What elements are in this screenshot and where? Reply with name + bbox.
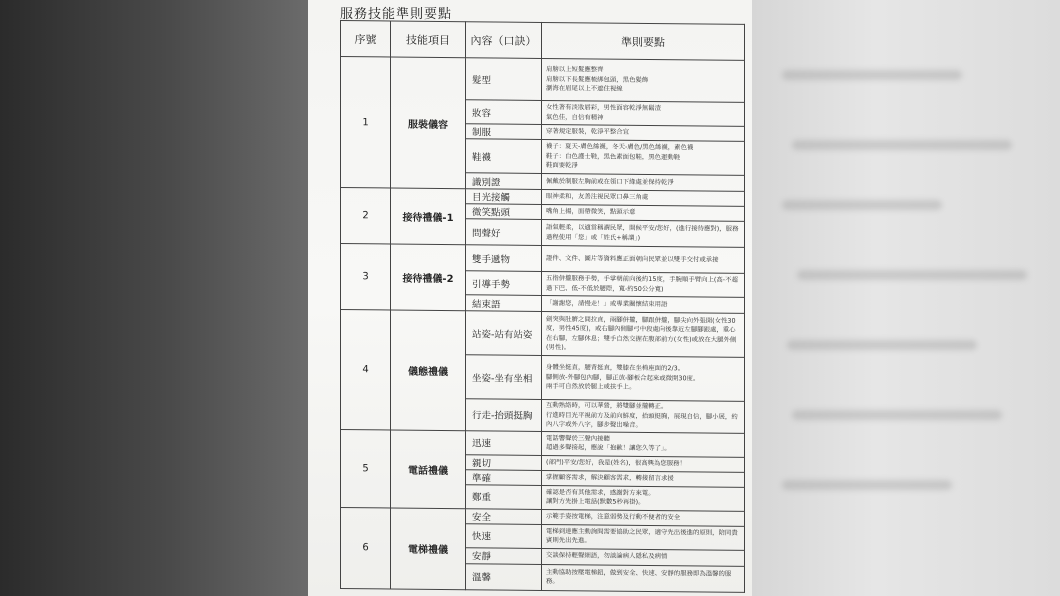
guideline-cell: 確認是否有其他需求，感謝對方來電。 讓對方先掛上電話(默數5秒再掛)。: [542, 485, 745, 511]
guideline-cell: 眼神柔和，友善注視民眾口鼻三角處: [542, 189, 745, 206]
guideline-cell: 肩膀以上短髮應整齊 肩膀以下長髮應梳綁包頭，黑色髮飾 瀏海在眉尾以上不遮住視線: [542, 58, 745, 102]
content-cell: 微笑點頭: [466, 204, 542, 220]
table-row: [341, 244, 745, 274]
document-title: 服務技能準則要點: [340, 7, 453, 22]
guideline-cell: 主動協助按壓電梯鈕，做到安全、快速、安靜的服務即為溫馨的服務。: [542, 564, 745, 592]
content-cell: 準確: [466, 469, 542, 485]
guideline-cell: 佩戴於制服左胸前或在領口下緣處並保持乾淨: [542, 173, 745, 191]
guideline-cell: 語氣輕柔，以適當稱謂民眾，開候平安/您好，(進行接待應對)，服務過程使用「您」或「姓氏+稱謂」): [542, 219, 745, 247]
content-cell: 溫馨: [466, 563, 542, 590]
content-cell: 制服: [466, 124, 542, 140]
background-left-blur: [0, 0, 308, 596]
guideline-cell: 證件、文件、圖片等資料應正面朝向民眾並以雙手交付或承接: [542, 245, 745, 273]
guideline-cell: 「謝謝您，請慢走！」或專業關懷結束用語: [542, 295, 745, 313]
guideline-cell: 電梯到達應主動詢問需要協助之民眾，適守先出後進的原則，陪同貴賓則先出先進。: [542, 524, 745, 550]
table-row: [341, 310, 745, 358]
guideline-cell: 劍突與肚臍之間拉直，兩腳併攏，腳跟併攏，腳尖向外張開(女性30度，男性45度)，或右腳內側腳弓中段處向後靠近左腳腳跟處，重心在右腳，左腳休息；雙手自然交握在腹部前方(女性)或放在大腿外側(男性)。: [542, 311, 745, 357]
content-cell: 快速: [466, 523, 542, 548]
section-number: 5: [341, 429, 391, 507]
guideline-cell: 五指併攏服務手勢，手掌朝前向後約15度，手腕順手臂向上(高-不超過下巴、低-不低於腰際，寬-約50公分寬): [542, 271, 745, 297]
content-cell: 鄭重: [466, 484, 542, 509]
guideline-cell: 電話響聲於三聲內接聽 超過多聲接起，應說「抱歉！讓您久等了」。: [542, 431, 745, 457]
section-number: 3: [341, 244, 391, 310]
section-number: 2: [341, 188, 391, 244]
guideline-cell: 嘴角上揚，面帶微笑，點頭示意: [542, 204, 745, 221]
content-cell: 安靜: [466, 547, 542, 564]
header-seq: 序號: [341, 21, 391, 57]
content-cell: 迅速: [466, 430, 542, 455]
table-row: [341, 57, 745, 103]
rules-table: [340, 20, 745, 592]
guideline-cell: (部門)平安/您好，我是(姓名)，很高興為您服務！: [542, 455, 745, 472]
skill-name: 儀態禮儀: [391, 310, 466, 430]
document-paper: [308, 0, 752, 596]
content-cell: 問聲好: [466, 219, 542, 246]
guideline-cell: 掌握顧客需求，解決顧客需求，轉接留言求援: [542, 470, 745, 487]
content-cell: 行走-抬頭挺胸: [466, 399, 542, 431]
skill-name: 服裝儀容: [391, 57, 466, 189]
content-cell: 雙手遞物: [466, 245, 542, 272]
content-cell: 目光接觸: [466, 189, 542, 205]
table-header-row: [341, 21, 745, 61]
skill-name: 接待禮儀-1: [391, 188, 466, 245]
header-point: 準則要點: [542, 22, 745, 60]
content-cell: 妝容: [466, 100, 542, 125]
guideline-cell: 女性著有淡妝唇彩，男性面容乾淨無鬍渣 氣色佳，自信有精神: [542, 100, 745, 126]
skill-name: 電梯禮儀: [391, 507, 466, 589]
guideline-cell: 互動熟絡時，可以華營，將雙腳並攏轉正。 行進時目光平視前方及前向鮮度，抬頭挺胸，展現自信，腳小展，約內八字或外八字，腳步聲出噪音。: [542, 399, 745, 432]
section-number: 4: [341, 310, 391, 430]
content-cell: 結束語: [466, 295, 542, 312]
content-cell: 親切: [466, 454, 542, 470]
skill-name: 接待禮儀-2: [391, 244, 466, 311]
section-number: 6: [341, 507, 391, 588]
header-skill: 技能項目: [391, 21, 466, 58]
content-cell: 髮型: [466, 58, 542, 101]
content-cell: 識別證: [466, 173, 542, 190]
content-cell: 鞋襪: [466, 139, 542, 174]
rules-table-container: [340, 20, 744, 586]
background-right-blur: [752, 0, 1060, 596]
guideline-cell: 穿著規定服裝，乾淨平整合宜: [542, 124, 745, 141]
table-row: [341, 429, 745, 457]
content-cell: 站姿-站有站姿: [466, 311, 542, 356]
header-content: 內容（口訣）: [466, 22, 542, 59]
guideline-cell: 襪子：夏天-膚色絲襪，冬天-膚色/黑色絲襪，素色襪 鞋子：白色護士鞋，黑色素面包鞋，黑色運動鞋 鞋面要乾淨: [542, 139, 745, 175]
guideline-cell: 示範手姿按電梯，注意弱勢及行動不便者的安全: [542, 509, 745, 526]
content-cell: 引導手勢: [466, 271, 542, 296]
section-number: 1: [341, 57, 391, 188]
guideline-cell: 交談保持輕聲細語，勿談論病人隱私及病情: [542, 548, 745, 566]
skill-name: 電話禮儀: [391, 429, 466, 508]
guideline-cell: 身體坐挺直，腰背挺直，雙膝在坐椅座面的2/3。 腳側放-外腳包內腳，腳正放-腳板合起來或微開30度。 兩手可自然放於腿上或扶手上。: [542, 355, 745, 401]
content-cell: 坐姿-坐有坐相: [466, 355, 542, 400]
content-cell: 安全: [466, 508, 542, 524]
